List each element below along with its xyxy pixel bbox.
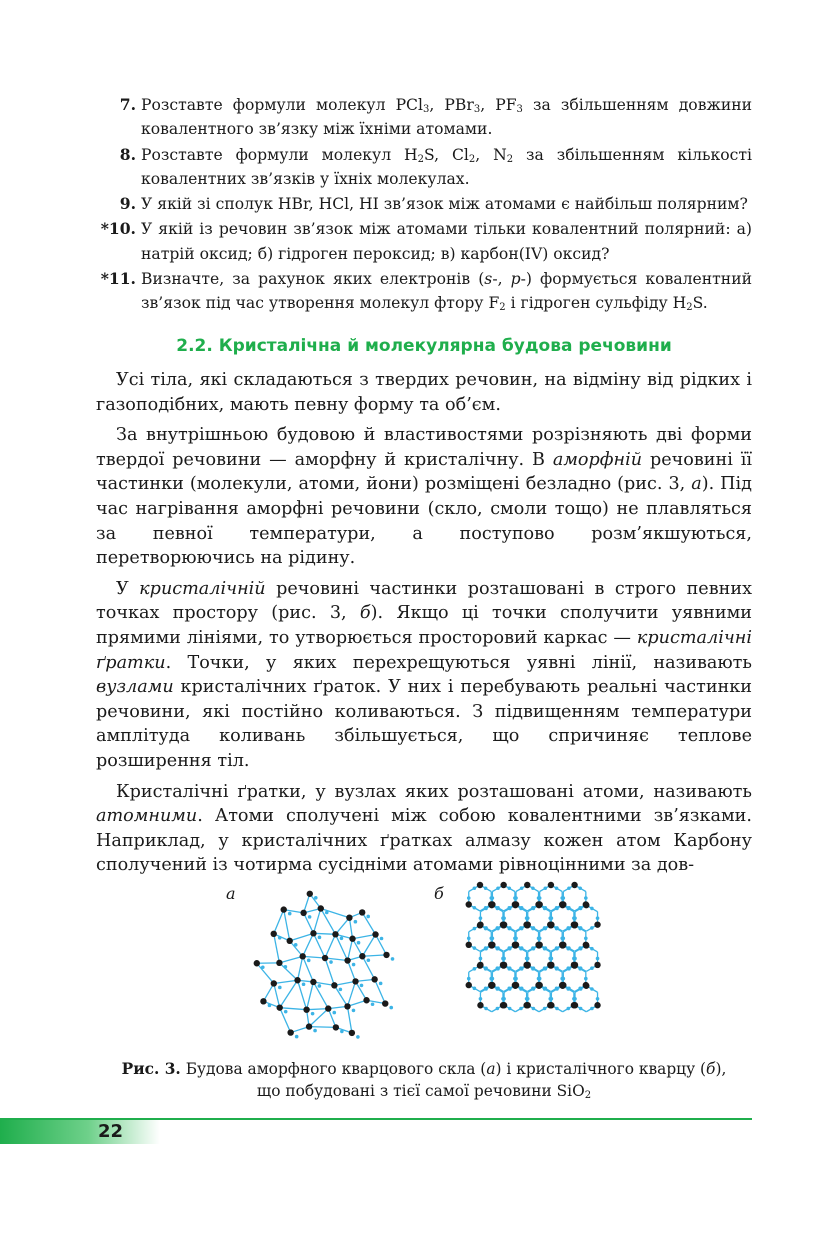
silicon-atom bbox=[526, 957, 530, 961]
oxygen-atom bbox=[500, 922, 506, 928]
bond-line bbox=[347, 1006, 351, 1033]
oxygen-atom bbox=[466, 982, 472, 988]
oxygen-atom bbox=[332, 931, 338, 937]
silicon-atom bbox=[389, 1006, 393, 1010]
oxygen-atom bbox=[349, 936, 355, 942]
silicon-atom bbox=[371, 1002, 375, 1006]
silicon-atom bbox=[380, 937, 384, 941]
silicon-atom bbox=[555, 987, 559, 991]
question-number: 8. bbox=[119, 144, 136, 164]
silicon-atom bbox=[268, 1004, 272, 1008]
silicon-atom bbox=[302, 982, 306, 986]
silicon-atom bbox=[532, 907, 536, 911]
silicon-atom bbox=[313, 1029, 317, 1033]
silicon-atom bbox=[567, 927, 571, 931]
questions-list bbox=[96, 93, 752, 317]
oxygen-atom bbox=[583, 983, 589, 989]
silicon-atom bbox=[514, 977, 518, 981]
silicon-atom bbox=[573, 957, 577, 961]
silicon-atom bbox=[567, 886, 571, 890]
question-text: У якій зі сполук HBr, HCl, HI зв’язок між атомами є найбільш полярним? bbox=[141, 195, 748, 214]
silicon-atom bbox=[520, 927, 524, 931]
bond-line bbox=[334, 981, 355, 985]
silicon-atom bbox=[555, 907, 559, 911]
silicon-atom bbox=[555, 947, 559, 951]
silicon-atom bbox=[496, 947, 500, 951]
silicon-atom bbox=[329, 960, 333, 964]
oxygen-atom bbox=[571, 922, 577, 928]
bond-line bbox=[307, 1009, 329, 1010]
oxygen-atom bbox=[524, 882, 530, 888]
oxygen-atom bbox=[325, 1005, 331, 1011]
oxygen-atom bbox=[536, 983, 542, 989]
oxygen-atom bbox=[548, 922, 554, 928]
silicon-atom bbox=[543, 886, 547, 890]
oxygen-atom bbox=[359, 909, 365, 915]
oxygen-atom bbox=[331, 982, 337, 988]
bond-line bbox=[353, 935, 376, 939]
bond-line bbox=[362, 955, 386, 956]
oxygen-atom bbox=[594, 921, 600, 927]
silicon-atom bbox=[507, 886, 511, 890]
silicon-atom bbox=[467, 896, 471, 900]
question-11 bbox=[96, 267, 752, 316]
silicon-atom bbox=[550, 916, 554, 920]
silicon-atom bbox=[261, 965, 265, 969]
oxygen-atom bbox=[383, 952, 389, 958]
oxygen-atom bbox=[512, 902, 518, 908]
silicon-atom bbox=[307, 959, 311, 963]
silicon-atom bbox=[532, 987, 536, 991]
bond-line bbox=[279, 956, 302, 962]
silicon-atom bbox=[318, 936, 322, 940]
oxygen-atom bbox=[303, 1006, 309, 1012]
oxygen-atom bbox=[322, 955, 328, 961]
bond-line bbox=[325, 934, 335, 958]
oxygen-atom bbox=[559, 902, 565, 908]
oxygen-atom bbox=[594, 962, 600, 968]
oxygen-atom bbox=[300, 953, 306, 959]
oxygen-atom bbox=[559, 942, 565, 948]
silicon-atom bbox=[473, 967, 477, 971]
silicon-atom bbox=[573, 916, 577, 920]
silicon-atom bbox=[473, 946, 477, 950]
silicon-atom bbox=[295, 1035, 299, 1039]
silicon-atom bbox=[496, 907, 500, 911]
silicon-atom bbox=[562, 937, 566, 941]
question-number: *10. bbox=[100, 219, 136, 239]
bond-line bbox=[309, 1027, 336, 1028]
oxygen-atom bbox=[512, 983, 518, 989]
silicon-atom bbox=[562, 977, 566, 981]
silicon-atom bbox=[367, 958, 371, 962]
silicon-atom bbox=[520, 967, 524, 971]
silicon-atom bbox=[531, 886, 535, 890]
silicon-atom bbox=[496, 1007, 500, 1011]
oxygen-atom bbox=[548, 1002, 554, 1008]
bond-line bbox=[347, 981, 355, 1006]
figure-label-a: а bbox=[226, 884, 236, 903]
figure-3 bbox=[96, 878, 752, 1056]
silicon-atom bbox=[294, 943, 298, 947]
oxygen-atom bbox=[536, 942, 542, 948]
oxygen-atom bbox=[466, 942, 472, 948]
silicon-atom bbox=[519, 987, 523, 991]
silicon-atom bbox=[531, 927, 535, 931]
oxygen-atom bbox=[524, 962, 530, 968]
silicon-atom bbox=[284, 1010, 288, 1014]
silicon-atom bbox=[308, 915, 312, 919]
bond-line bbox=[309, 1009, 328, 1027]
silicon-atom bbox=[484, 1007, 488, 1011]
oxygen-atom bbox=[344, 1003, 350, 1009]
silicon-atom bbox=[325, 911, 329, 915]
question-7 bbox=[96, 93, 752, 142]
silicon-atom bbox=[531, 967, 535, 971]
oxygen-atom bbox=[524, 922, 530, 928]
oxygen-atom bbox=[271, 980, 277, 986]
silicon-atom bbox=[484, 927, 488, 931]
oxygen-atom bbox=[307, 891, 313, 897]
oxygen-atom bbox=[344, 957, 350, 963]
silicon-atom bbox=[555, 1007, 559, 1011]
silicon-atom bbox=[578, 967, 582, 971]
silicon-atom bbox=[519, 947, 523, 951]
question-number: *11. bbox=[100, 269, 136, 289]
silicon-atom bbox=[514, 937, 518, 941]
oxygen-atom bbox=[300, 910, 306, 916]
oxygen-atom bbox=[548, 962, 554, 968]
silicon-atom bbox=[496, 927, 500, 931]
oxygen-atom bbox=[489, 983, 495, 989]
silicon-atom bbox=[573, 997, 577, 1001]
oxygen-atom bbox=[271, 931, 277, 937]
silicon-atom bbox=[596, 997, 600, 1001]
silicon-atom bbox=[579, 907, 583, 911]
silicon-atom bbox=[340, 1030, 344, 1034]
silicon-atom bbox=[578, 927, 582, 931]
silicon-atom bbox=[484, 907, 488, 911]
silicon-atom bbox=[566, 947, 570, 951]
silicon-atom bbox=[507, 967, 511, 971]
oxygen-atom bbox=[276, 960, 282, 966]
silicon-atom bbox=[543, 967, 547, 971]
silicon-atom bbox=[484, 947, 488, 951]
section-title: 2.2. Кристалічна й молекулярна будова речовини bbox=[176, 336, 672, 356]
bond-line bbox=[280, 1008, 307, 1010]
silicon-atom bbox=[514, 896, 518, 900]
oxygen-atom bbox=[594, 1002, 600, 1008]
silicon-atom bbox=[278, 986, 282, 990]
oxygen-atom bbox=[477, 882, 483, 888]
silicon-atom bbox=[491, 977, 495, 981]
oxygen-atom bbox=[306, 1023, 312, 1029]
oxygen-atom bbox=[359, 953, 365, 959]
silicon-atom bbox=[543, 987, 547, 991]
silicon-atom bbox=[590, 1007, 594, 1011]
paragraph-1: Усі тіла, які складаються з твердих речовин, на відміну від рідких і газоподібних, мають певну форму та об’єм. bbox=[96, 370, 752, 415]
silicon-atom bbox=[357, 941, 361, 945]
silicon-atom bbox=[491, 937, 495, 941]
silicon-atom bbox=[578, 886, 582, 890]
oxygen-atom bbox=[536, 902, 542, 908]
silicon-atom bbox=[532, 947, 536, 951]
silicon-atom bbox=[473, 927, 477, 931]
oxygen-atom bbox=[512, 942, 518, 948]
silicon-atom bbox=[562, 896, 566, 900]
bond-line bbox=[307, 982, 314, 1010]
bond-line bbox=[274, 980, 298, 983]
oxygen-atom bbox=[254, 960, 260, 966]
oxygen-atom bbox=[501, 1002, 507, 1008]
silicon-atom bbox=[484, 886, 488, 890]
silicon-atom bbox=[352, 1009, 356, 1013]
silicon-atom bbox=[479, 997, 483, 1001]
silicon-atom bbox=[584, 896, 588, 900]
figure-label-b: б bbox=[434, 884, 444, 903]
silicon-atom bbox=[590, 926, 594, 930]
silicon-atom bbox=[496, 987, 500, 991]
figure-caption: Рис. 3. Будова аморфного кварцового скла (а) і кристалічного кварцу (б), що побудовані з тієї самої речовини SiO$_2$ bbox=[121, 1060, 727, 1101]
footer-accent-bar bbox=[0, 1120, 160, 1144]
bond-line bbox=[257, 963, 274, 983]
silicon-atom bbox=[543, 907, 547, 911]
oxygen-atom bbox=[318, 905, 324, 911]
oxygen-atom bbox=[281, 906, 287, 912]
silicon-atom bbox=[584, 977, 588, 981]
silicon-atom bbox=[555, 886, 559, 890]
question-text: Розставте формули молекул $H_2S$, $Cl_2$, $N_2$ за збільшенням кількості ковалентних зв’язків у їхніх молекулах. bbox=[141, 145, 753, 188]
silicon-atom bbox=[479, 957, 483, 961]
silicon-atom bbox=[311, 1012, 315, 1016]
silicon-atom bbox=[339, 988, 343, 992]
oxygen-atom bbox=[349, 1030, 355, 1036]
silicon-atom bbox=[538, 937, 542, 941]
silicon-atom bbox=[502, 957, 506, 961]
silicon-atom bbox=[467, 937, 471, 941]
silicon-atom bbox=[579, 947, 583, 951]
silicon-atom bbox=[538, 977, 542, 981]
silicon-atom bbox=[496, 967, 500, 971]
silicon-atom bbox=[473, 906, 477, 910]
oxygen-atom bbox=[352, 978, 358, 984]
silicon-atom bbox=[473, 886, 477, 890]
question-8 bbox=[96, 143, 752, 192]
silicon-atom bbox=[538, 896, 542, 900]
silicon-atom bbox=[508, 1007, 512, 1011]
silicon-atom bbox=[508, 947, 512, 951]
silicon-atom bbox=[314, 896, 318, 900]
oxygen-atom bbox=[260, 998, 266, 1004]
silicon-atom bbox=[288, 912, 292, 916]
question-text: Розставте формули молекул PCl$_3$, PBr$_3$, $PF_3$ за збільшенням довжини ковалентного зв’язку між їхніми атомами. bbox=[141, 96, 753, 139]
silicon-atom bbox=[502, 916, 506, 920]
silicon-atom bbox=[526, 997, 530, 1001]
silicon-atom bbox=[543, 947, 547, 951]
silicon-atom bbox=[526, 916, 530, 920]
oxygen-atom bbox=[310, 930, 316, 936]
silicon-atom bbox=[284, 965, 288, 969]
oxygen-atom bbox=[287, 1029, 293, 1035]
oxygen-atom bbox=[489, 902, 495, 908]
silicon-atom bbox=[543, 927, 547, 931]
silicon-atom bbox=[278, 936, 282, 940]
silicon-atom bbox=[519, 907, 523, 911]
bond-line bbox=[335, 918, 349, 935]
silicon-atom bbox=[496, 886, 500, 890]
silicon-atom bbox=[467, 977, 471, 981]
silicon-atom bbox=[473, 987, 477, 991]
question-9 bbox=[96, 192, 752, 216]
silicon-atom bbox=[332, 1011, 336, 1015]
oxygen-atom bbox=[477, 962, 483, 968]
oxygen-atom bbox=[572, 1002, 578, 1008]
silicon-atom bbox=[520, 886, 524, 890]
silicon-atom bbox=[555, 927, 559, 931]
oxygen-atom bbox=[571, 962, 577, 968]
question-10 bbox=[96, 217, 752, 266]
oxygen-atom bbox=[346, 914, 352, 920]
oxygen-atom bbox=[525, 1002, 531, 1008]
oxygen-atom bbox=[559, 983, 565, 989]
silicon-atom bbox=[484, 967, 488, 971]
bond-line bbox=[313, 909, 320, 934]
bond-line bbox=[348, 939, 353, 961]
silicon-atom bbox=[567, 967, 571, 971]
silicon-atom bbox=[566, 987, 570, 991]
bond-line bbox=[279, 963, 297, 980]
bond-line bbox=[298, 956, 303, 980]
silicon-atom bbox=[491, 896, 495, 900]
bond-line bbox=[362, 935, 375, 957]
silicon-atom bbox=[550, 957, 554, 961]
oxygen-atom bbox=[333, 1024, 339, 1030]
silicon-atom bbox=[555, 967, 559, 971]
page-number: 22 bbox=[98, 1121, 124, 1142]
silicon-atom bbox=[590, 987, 594, 991]
silicon-atom bbox=[596, 916, 600, 920]
oxygen-atom bbox=[310, 979, 316, 985]
silicon-atom bbox=[596, 957, 600, 961]
silicon-atom bbox=[584, 937, 588, 941]
silicon-atom bbox=[579, 1007, 583, 1011]
question-text: У якій із речовин зв’язок між атомами тільки ковалентний полярний: а) натрій оксид; б) гідроген пероксид; в) карбон(IV) оксид? bbox=[141, 220, 752, 263]
silicon-atom bbox=[391, 957, 395, 961]
oxygen-atom bbox=[477, 1002, 483, 1008]
silicon-atom bbox=[590, 966, 594, 970]
body-text bbox=[96, 368, 752, 884]
bond-line bbox=[303, 956, 325, 958]
crystalline-structure-diagram bbox=[460, 878, 640, 1056]
oxygen-atom bbox=[466, 901, 472, 907]
silicon-atom bbox=[507, 927, 511, 931]
silicon-atom bbox=[360, 984, 364, 988]
silicon-atom bbox=[352, 963, 356, 967]
question-number: 9. bbox=[119, 194, 136, 214]
silicon-atom bbox=[354, 920, 358, 924]
silicon-atom bbox=[590, 907, 594, 911]
silicon-atom bbox=[318, 984, 322, 988]
oxygen-atom bbox=[277, 1004, 283, 1010]
silicon-atom bbox=[532, 1007, 536, 1011]
silicon-atom bbox=[566, 907, 570, 911]
silicon-atom bbox=[566, 1007, 570, 1011]
oxygen-atom bbox=[583, 902, 589, 908]
silicon-atom bbox=[379, 982, 383, 986]
paragraph-3: У кристалічній речовині частинки розташовані в строго певних точках простору (рис. 3, б). Якщо ці точки сполучити уявними прямими лініями, то утворюється просторовий каркас — кристалічні ґратки. Точки, у яких перехрещуються уявні лінії, називають вузлами кристалічних ґраток. У них і перебувають реальні частинки речовини, які постійно коливаються. З підвищенням температури амплітуда коливань збільшується, що спричиняє теплове розширення тіл. bbox=[96, 578, 752, 771]
paragraph-2: За внутрішньою будовою й властивостями розрізняють дві форми твердої речовини — аморфну й кристалічну. В аморфній речовині її частинки (молекули, атоми, йони) розміщені безладно (рис. 3, а). Під час нагрівання аморфні речовини (скло, смоли тощо) не плавляться за певної температури, а поступово розм’якшуються, перетворюючись на рідину. bbox=[96, 425, 752, 569]
oxygen-atom bbox=[294, 977, 300, 983]
oxygen-atom bbox=[583, 942, 589, 948]
bond-line bbox=[274, 910, 284, 934]
silicon-atom bbox=[340, 937, 344, 941]
silicon-atom bbox=[579, 987, 583, 991]
silicon-atom bbox=[479, 916, 483, 920]
silicon-atom bbox=[356, 1035, 360, 1039]
silicon-atom bbox=[508, 987, 512, 991]
oxygen-atom bbox=[363, 997, 369, 1003]
bond-line bbox=[280, 980, 298, 1007]
question-number: 7. bbox=[119, 95, 136, 114]
oxygen-atom bbox=[500, 962, 506, 968]
oxygen-atom bbox=[489, 942, 495, 948]
oxygen-atom bbox=[372, 931, 378, 937]
oxygen-atom bbox=[382, 1000, 388, 1006]
oxygen-atom bbox=[287, 938, 293, 944]
silicon-atom bbox=[484, 987, 488, 991]
silicon-atom bbox=[508, 907, 512, 911]
oxygen-atom bbox=[548, 882, 554, 888]
silicon-atom bbox=[543, 1007, 547, 1011]
silicon-atom bbox=[502, 997, 506, 1001]
silicon-atom bbox=[519, 1007, 523, 1011]
oxygen-atom bbox=[371, 976, 377, 982]
silicon-atom bbox=[550, 997, 554, 1001]
bond-line bbox=[313, 933, 335, 934]
silicon-atom bbox=[590, 947, 594, 951]
question-text: Визначте, за рахунок яких електронів (s-, p-) формується ковалентний зв’язок під час утворення молекул фтору $F_2$ і гідроген сульфіду $H_2S$. bbox=[141, 270, 752, 314]
paragraph-4: Кристалічні ґратки, у вузлах яких розташовані атоми, називають атомними. Атоми сполучені між собою ковалентними зв’язками. Наприклад, у кристалічних ґратках алмазу кожен атом Карбону сполучений із чотирма сусідніми атомами рівноцінними за дов- bbox=[96, 781, 752, 876]
oxygen-atom bbox=[500, 882, 506, 888]
oxygen-atom bbox=[477, 922, 483, 928]
amorphous-structure-diagram bbox=[236, 878, 406, 1056]
silicon-atom bbox=[366, 915, 370, 919]
oxygen-atom bbox=[571, 882, 577, 888]
bond-line bbox=[325, 958, 348, 961]
